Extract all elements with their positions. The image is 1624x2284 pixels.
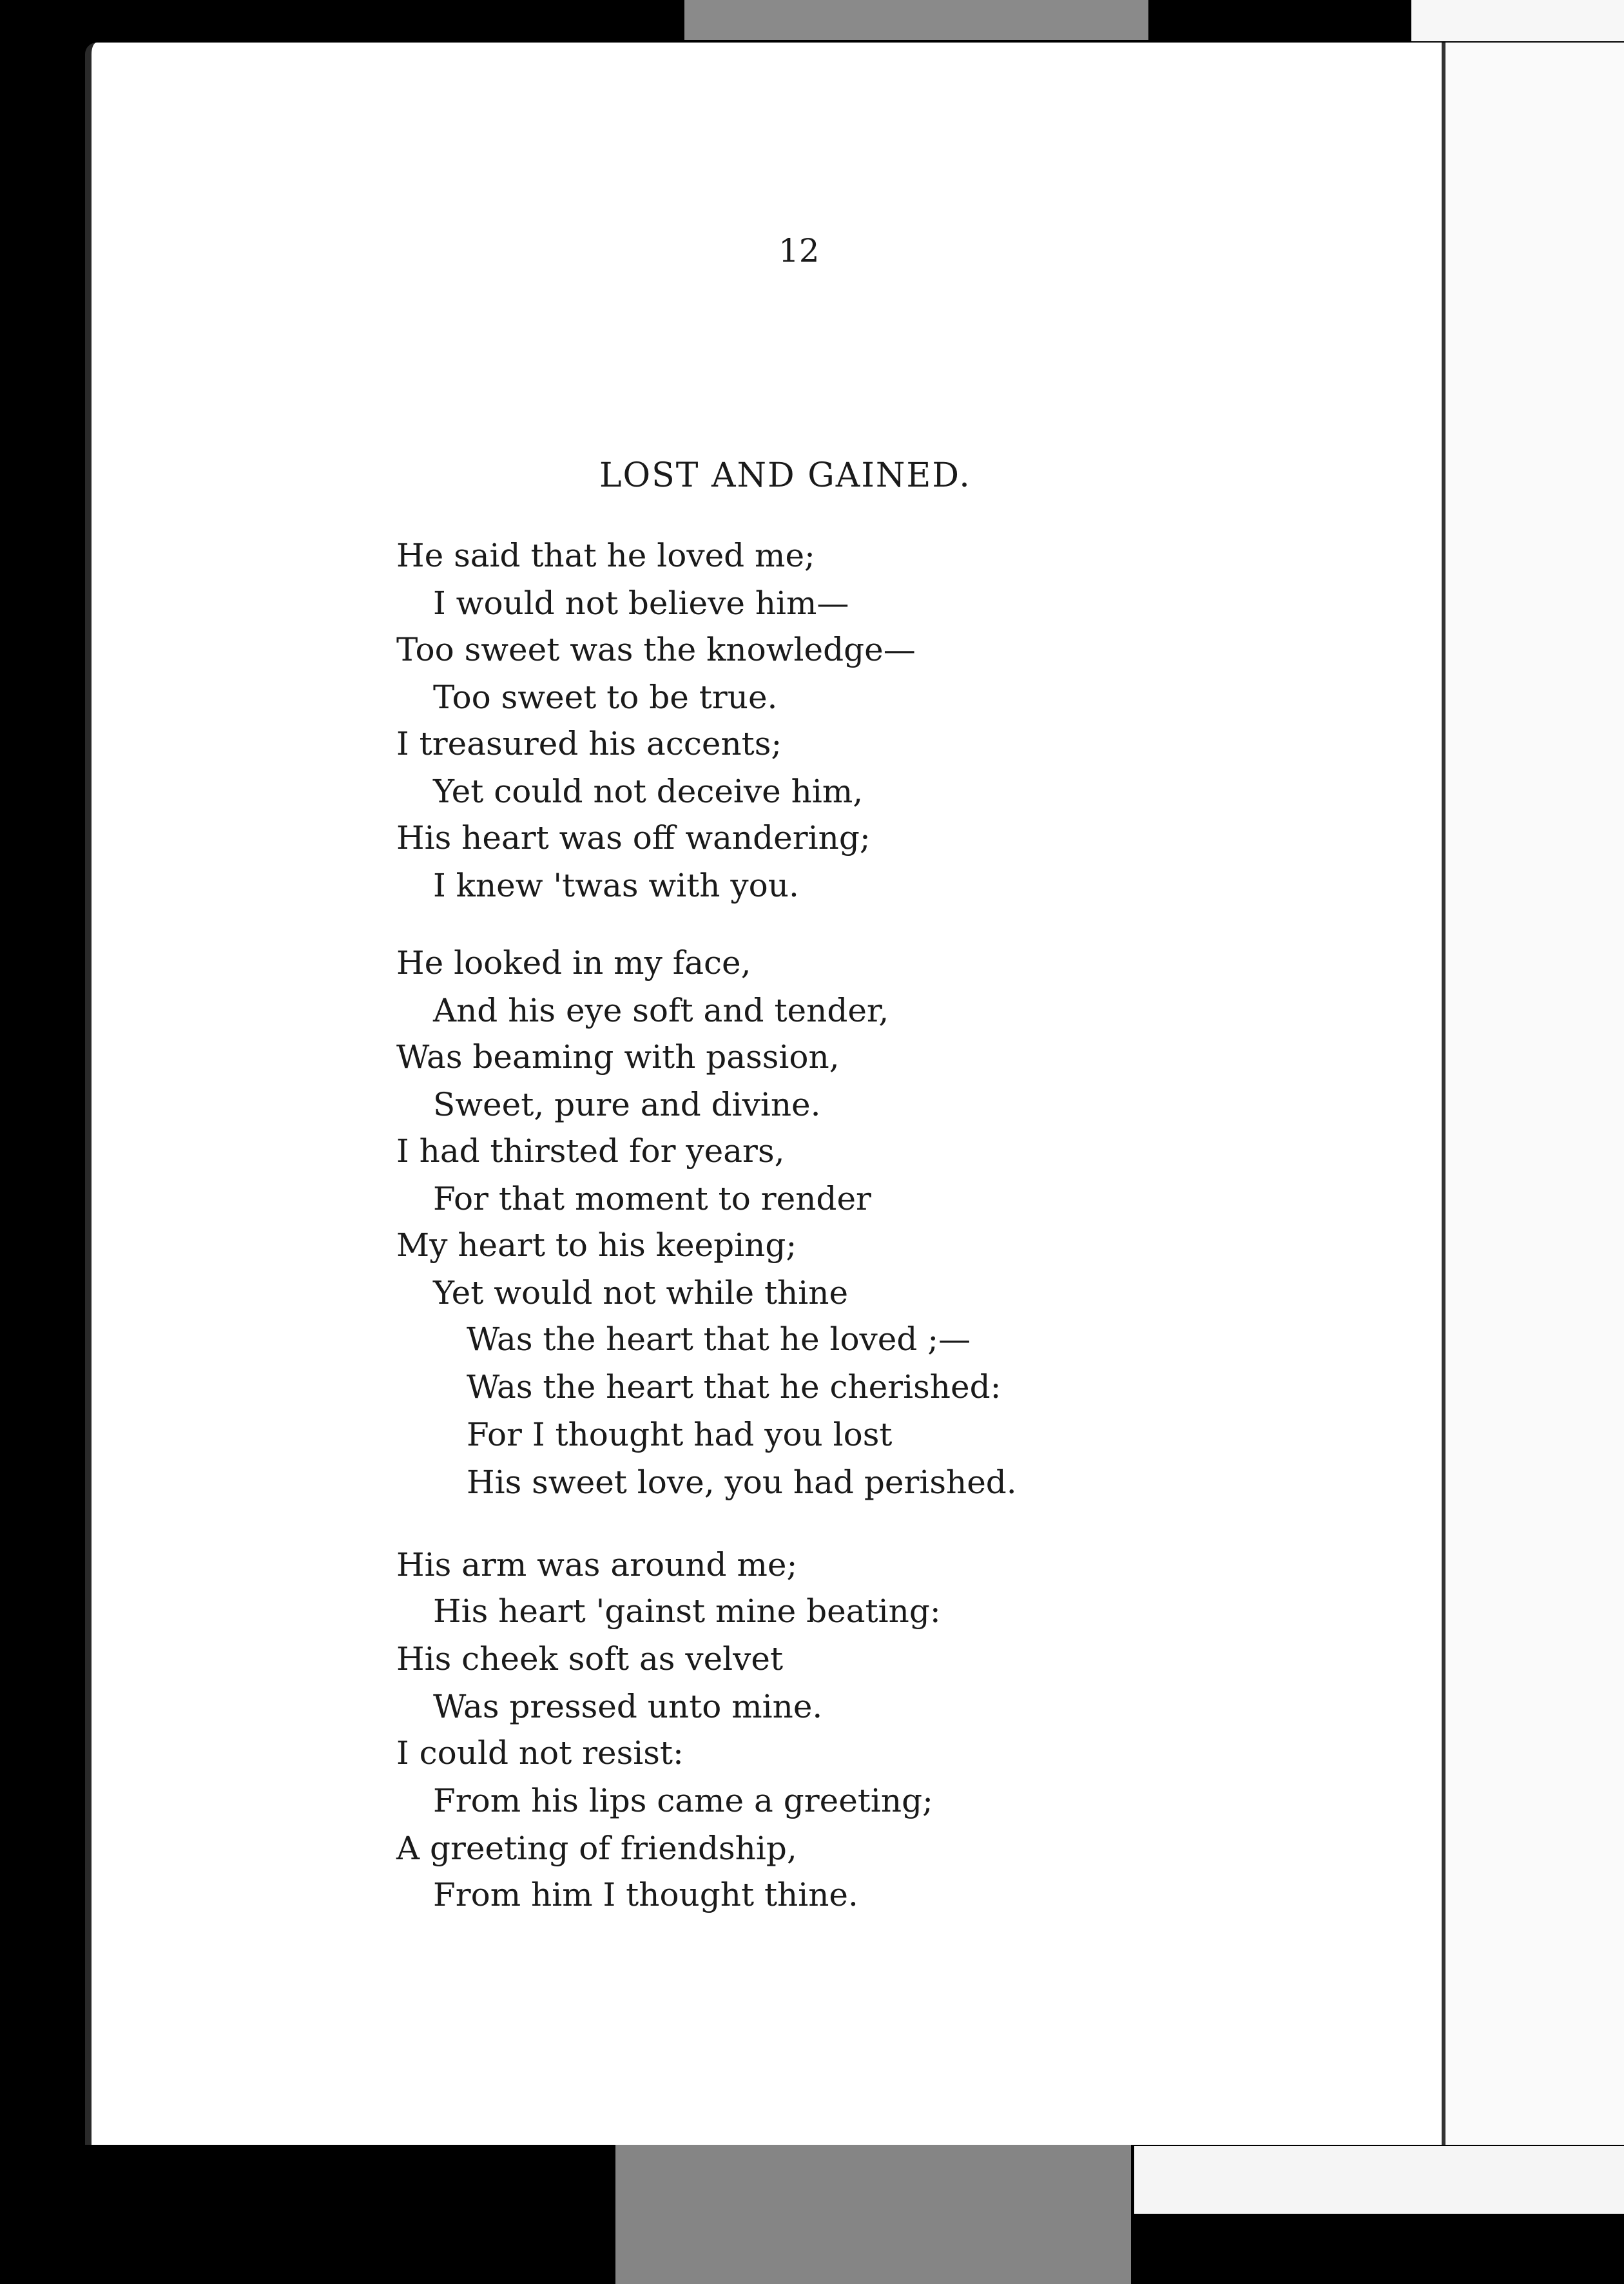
poem-title: LOST AND GAINED.: [599, 456, 971, 495]
poem-line: I had thirsted for years,: [396, 1132, 785, 1170]
scan-margin-top: [684, 0, 1148, 40]
facing-leaf-top: [1411, 0, 1624, 41]
poem-line: I could not resist:: [396, 1734, 684, 1772]
poem-line: Yet would not while thine: [433, 1274, 849, 1311]
poem-line: His heart 'gainst mine beating:: [433, 1592, 941, 1630]
poem-line: I would not believe him—: [433, 585, 849, 622]
poem-line: And his eye soft and tender,: [433, 992, 889, 1029]
poem-line: Was pressed unto mine.: [433, 1688, 823, 1725]
poem-line: A greeting of friendship,: [396, 1830, 797, 1867]
poem-line: Sweet, pure and divine.: [433, 1086, 821, 1123]
facing-page-edge: [1442, 43, 1624, 2145]
poem-line: He said that he loved me;: [396, 537, 815, 574]
poem-line: Was the heart that he loved ;—: [467, 1321, 971, 1358]
poem-line: His cheek soft as velvet: [396, 1640, 784, 1678]
poem-line: Too sweet was the knowledge—: [396, 631, 916, 668]
poem-line: I treasured his accents;: [396, 725, 782, 762]
poem-line: Was beaming with passion,: [396, 1038, 840, 1076]
poem-line: His arm was around me;: [396, 1546, 798, 1583]
poem-line: Was the heart that he cherished:: [467, 1368, 1001, 1406]
poem-line: For that moment to render: [433, 1180, 871, 1217]
poem-line: My heart to his keeping;: [396, 1226, 797, 1264]
poem-line: Too sweet to be true.: [433, 679, 778, 716]
poem-line: From his lips came a greeting;: [433, 1782, 933, 1819]
facing-leaf-bottom: [1134, 2146, 1624, 2214]
page-number: 12: [778, 232, 820, 269]
poem-line: His heart was off wandering;: [396, 819, 871, 856]
poem-line: Yet could not deceive him,: [433, 773, 864, 810]
poem-line: His sweet love, you had perished.: [467, 1464, 1017, 1501]
poem-line: He looked in my face,: [396, 944, 751, 982]
poem-line: For I thought had you lost: [467, 1416, 893, 1453]
poem-line: I knew 'twas with you.: [433, 867, 799, 904]
scan-margin-bottom: [615, 2145, 1131, 2284]
poem-line: From him I thought thine.: [433, 1876, 858, 1913]
